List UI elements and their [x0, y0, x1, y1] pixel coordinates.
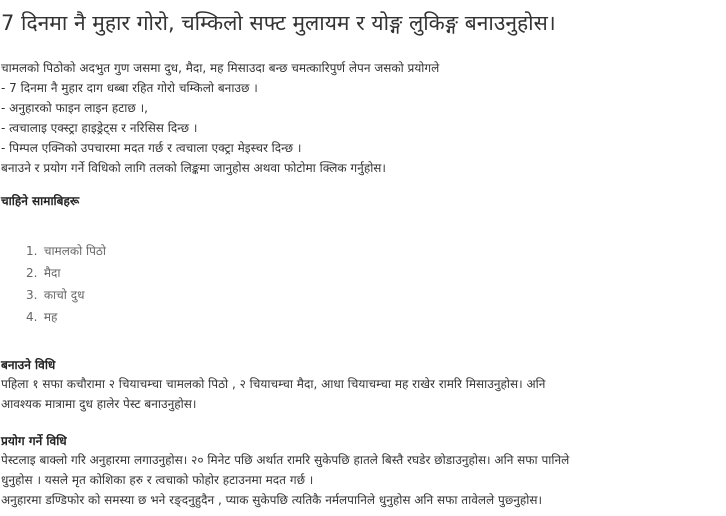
- list-item-number: 1.: [26, 244, 38, 258]
- list-item: [1, 240, 106, 262]
- usage-paragraph: [1, 450, 725, 510]
- list-item-text: काचो दुध: [43, 288, 85, 302]
- method-heading: बनाउने विधि: [1, 358, 56, 372]
- list-item-number: 2.: [26, 266, 38, 280]
- intro-paragraph: [1, 58, 439, 178]
- list-item-text: चामलको पिठो: [43, 244, 107, 258]
- usage-line: अनुहारमा डण्डिफोर को समस्या छ भने रङ्दनुहुदैन , प्याक सुकेपछि त्यतिकै नर्मलपानिले धुनुहोस अनि सफा तावेलले पुछ्नुहोस।: [1, 493, 543, 507]
- list-item: [1, 262, 106, 284]
- list-item: [1, 284, 106, 306]
- ingredients-list: [1, 240, 106, 328]
- list-item-text: मैदा: [43, 266, 61, 280]
- intro-line: - अनुहारको फाइन लाइन हटाछ ।,: [1, 101, 148, 115]
- intro-line: बनाउने र प्रयोग गर्ने विधिको लागि तलको लिङ्कमा जानुहोस अथवा फोटोमा क्लिक गर्नुहोस।: [1, 161, 386, 175]
- method-line: आवश्यक मात्रामा दुध हालेर पेस्ट बनाउनुहोस।: [1, 397, 197, 411]
- list-item-number: 4.: [26, 310, 38, 324]
- usage-line: पेस्टलाइ बाक्लो गरि अनुहारमा लगाउनुहोस। २० मिनेट पछि अर्थात रामरि सुकेपछि हातले बिस्तै रघडेर छोडाउनुहोस। अनि सफा पानिले: [1, 453, 570, 467]
- intro-line: - 7 दिनमा नै मुहार दाग धब्बा रहित गोरो चम्किलो बनाउछ ।: [1, 81, 258, 95]
- article-title: 7 दिनमा नै मुहार गोरो, चम्किलो सफ्ट मुलायम र योङ्ग लुकिङ्ग बनाउनुहोस।: [1, 11, 556, 35]
- usage-line: धुनुहोस । यसले मृत कोशिका हरु र त्वचाको फोहोर हटाउनमा मदत गर्छ ।: [1, 473, 314, 487]
- intro-line: - पिम्पल एक्निको उपचारमा मदत गर्छ र त्वचाला एक्ट्रा मेइस्चर दिन्छ ।: [1, 141, 302, 155]
- list-item-number: 3.: [26, 288, 38, 302]
- ingredients-heading: चाहिने सामाबिहरू: [1, 194, 80, 208]
- method-line: पहिला १ सफा कचौरामा २ चियाचम्चा चामलको पिठो , २ चियाचम्चा मैदा, आधा चियाचम्चा मह राखेर रामरि मिसाउनुहोस। अनि: [1, 377, 546, 391]
- intro-line: - त्वचालाइ एक्स्ट्रा हाइड्रेट्स र नरिसिस दिन्छ ।: [1, 121, 198, 135]
- method-paragraph: [1, 374, 725, 414]
- list-item-text: मह: [43, 310, 58, 324]
- list-item: [1, 306, 106, 328]
- intro-line: चामलको पिठोको अदभुत गुण जसमा दुध, मैदा, मह मिसाउदा बन्छ चमत्कारिपुर्ण लेपन जसको प्रयोगले: [1, 61, 440, 75]
- usage-heading: प्रयोग गर्ने विधि: [1, 434, 67, 448]
